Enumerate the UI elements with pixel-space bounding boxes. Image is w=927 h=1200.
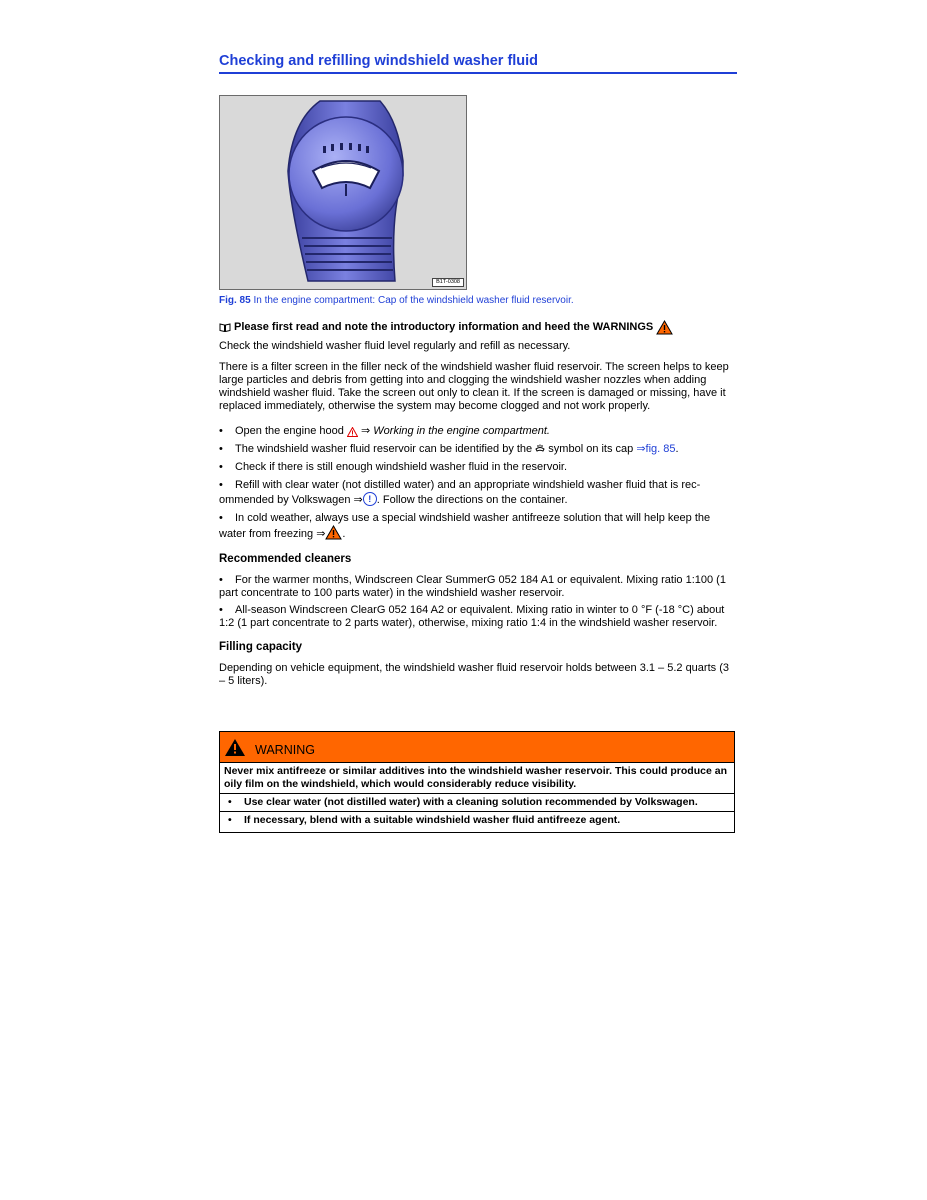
cleaner-summer: • For the warmer months, Windscreen Clear SummerG 052 184 A1 or equivalent. Mixing ratio 1:100 (1 part concentrate to 100 parts water) in the windshield washer reservoir.	[219, 574, 726, 599]
capacity-text: Depending on vehicle equipment, the windshield washer fluid reservoir holds between 3.1 – 5.2 quarts (3 – 5 liters).	[219, 662, 729, 687]
figure-85	[219, 95, 467, 290]
paragraph-filter-screen: There is a filter screen in the filler neck of the windshield washer fluid reservoir. The screen helps to keep large particles and debris from getting into and clogging the windshield washer nozzles when adding windshield washer fluid. Take the screen out only to clean it. If the screen is damaged or missing, have it replaced immediately, otherwise the system may become clogged and not work properly.	[219, 361, 729, 412]
washer-symbol-icon	[535, 444, 545, 453]
warning-item: • If necessary, blend with a suitable windshield washer fluid antifreeze agent.	[220, 811, 734, 829]
book-icon	[219, 323, 231, 332]
figure-caption-text: In the engine compartment: Cap of the windshield washer fluid reservoir.	[253, 295, 574, 306]
info-circle-icon[interactable]: !	[363, 492, 377, 506]
step-cold-weather: In cold weather, always use a special windshield washer antifreeze solution that will help keep the	[235, 512, 711, 524]
intro-text: Please first read and note the introductory information and heed the WARNINGS	[234, 321, 654, 333]
warning-triangle-icon[interactable]	[325, 525, 342, 540]
warning-triangle-icon	[224, 738, 246, 757]
warning-text: Never mix antifreeze or similar additives into the windshield washer reservoir. This could produce an oily film on the windshield, which would considerably reduce visibility.	[224, 765, 727, 790]
list-item: • Check if there is still enough windshield washer fluid in the reservoir.	[219, 461, 567, 473]
figure-tag: B1T-0308	[432, 278, 464, 287]
list-item: • The windshield washer fluid reservoir can be identified by the symbol on its cap ⇒fig. 85.	[219, 443, 679, 455]
list-item: • Open the engine hood ⇒ Working in the engine compartment.	[219, 425, 550, 437]
heading-filling-capacity: Filling capacity	[219, 641, 303, 653]
step-cold-weather-cont: water from freezing ⇒	[219, 528, 326, 540]
step-refill: Refill with clear water (not distilled water) and an appropriate windshield washer fluid that is rec-	[235, 479, 701, 491]
warning-item-text: Use clear water (not distilled water) with a cleaning solution recommended by Volkswagen.	[244, 796, 698, 808]
paragraph-check-level: Check the windshield washer fluid level regularly and refill as necessary.	[219, 340, 571, 352]
washer-cap-illustration	[220, 96, 466, 289]
step-identify-reservoir: The windshield washer fluid reservoir can be identified by the	[235, 443, 533, 455]
cleaner-summer-text: For the warmer months, Windscreen Clear SummerG 052 184 A1 or equivalent. Mixing ratio 1:100 (1 part concentrate to 100 parts water) in the windshield washer reservoir.	[219, 574, 726, 599]
list-item: • In cold weather, always use a special windshield washer antifreeze solution that will help keep the water from freezing ⇒ .	[219, 512, 711, 540]
step-check-fluid: Check if there is still enough windshield washer fluid in the reservoir.	[235, 461, 567, 473]
warning-header	[220, 732, 734, 763]
arrow-symbol: ⇒	[361, 425, 371, 437]
page-content	[219, 52, 737, 688]
step-open-hood: Open the engine hood	[235, 425, 344, 437]
warning-item: • Use clear water (not distilled water) with a cleaning solution recommended by Volkswagen.	[220, 793, 734, 811]
cleaner-all-season: • All-season Windscreen ClearG 052 164 A2 or equivalent. Mixing ratio in winter to 0 °F (-18 °C) about 1:2 (1 part concentrate to 2 parts water), otherwise, mixing ratio 1:4 in the windshield washer reservoir.	[219, 604, 725, 629]
figure-label: Fig. 85	[219, 295, 251, 306]
list-item: • Refill with clear water (not distilled water) and an appropriate windshield washer fluid that is rec- ommended by Volkswagen ⇒ ! . Follow the directions on the container.	[219, 479, 701, 506]
link-working-engine-compartment[interactable]: Working in the engine compartment.	[373, 425, 550, 437]
warning-triangle-icon[interactable]	[347, 427, 358, 437]
step-identify-reservoir-end: symbol on its cap	[548, 443, 634, 455]
warning-label: WARNING	[255, 742, 315, 757]
link-fig-85[interactable]: ⇒fig. 85	[636, 443, 676, 455]
warning-triangle-icon[interactable]	[656, 320, 673, 335]
intro-line	[219, 320, 737, 335]
step-refill-end: . Follow the directions on the container.	[376, 494, 568, 506]
step-refill-cont: ommended by Volkswagen ⇒	[219, 494, 363, 506]
warning-body	[220, 763, 734, 832]
warning-item-text: If necessary, blend with a suitable windshield washer fluid antifreeze agent.	[244, 814, 621, 826]
warning-box	[219, 731, 735, 833]
step-list	[219, 424, 737, 541]
page-title: Checking and refilling windshield washer fluid	[219, 52, 737, 74]
heading-recommended-cleaners: Recommended cleaners	[219, 553, 352, 565]
cleaner-all-season-text: All-season Windscreen ClearG 052 164 A2 or equivalent. Mixing ratio in winter to 0 °F (-18 °C) about 1:2 (1 part concentrate to 2 parts water), otherwise, mixing ratio 1:4 in the windshield washer reservoir.	[219, 604, 725, 629]
figure-caption	[219, 295, 737, 307]
